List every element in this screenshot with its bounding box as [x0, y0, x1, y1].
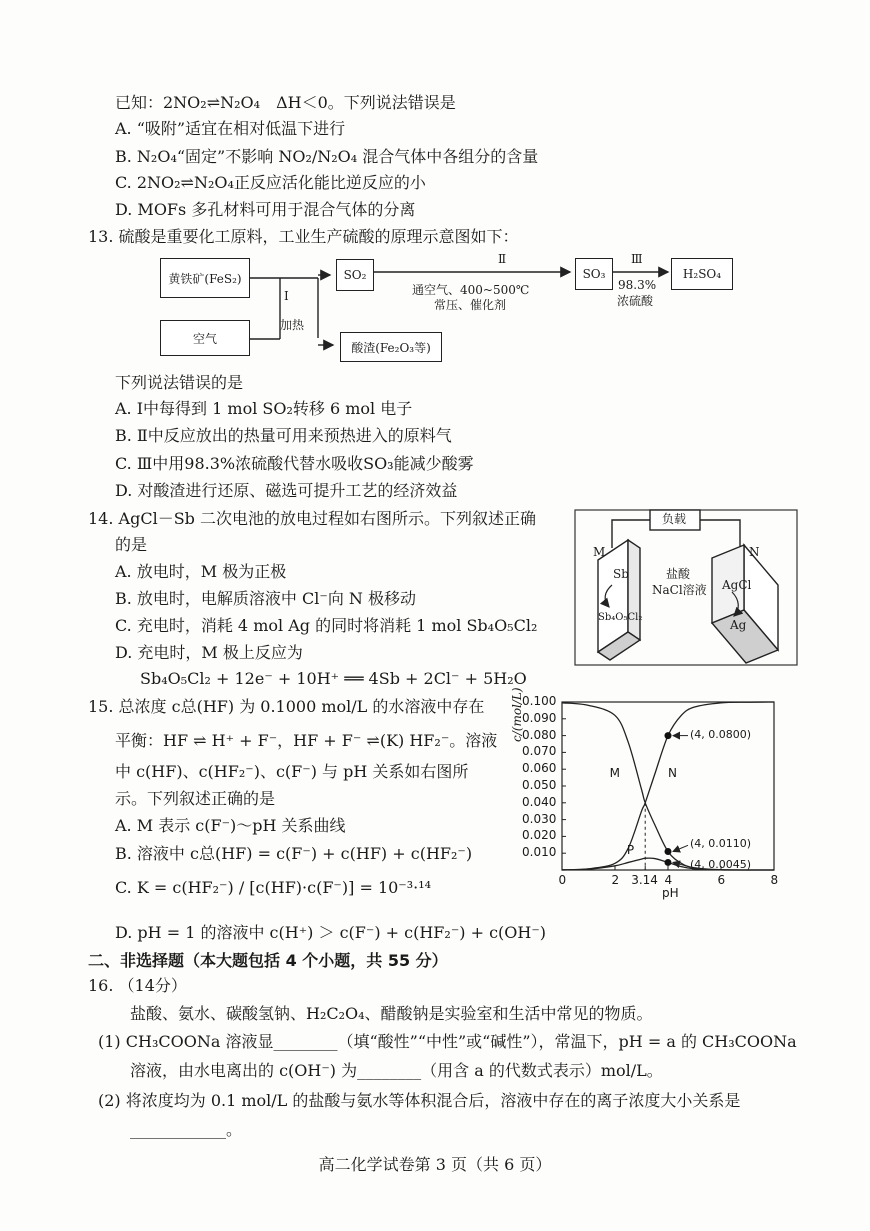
electrolyte-label-1: 盐酸: [666, 567, 691, 581]
section-2-heading: 二、非选择题（本大题包括 4 个小题，共 55 分）: [88, 951, 448, 970]
q16-part-2-line-1: (2) 将浓度均为 0.1 mol/L 的盐酸与氨水等体积混合后，溶液中存在的离子浓度大小关系是: [98, 1091, 741, 1110]
x-tick-label: 6: [717, 873, 726, 887]
q16-part-2-line-2: ____________。: [130, 1120, 243, 1139]
air-box: 空气: [160, 320, 250, 356]
series-label-N: N: [668, 766, 677, 781]
x-tick-label: 4: [664, 873, 673, 887]
y-tick-label: 0.090: [522, 710, 557, 725]
chart-y-axis-label: c/(mol/L): [510, 687, 524, 742]
page-footer: 高二化学试卷第 3 页（共 6 页）: [318, 1155, 552, 1174]
annotation-label: (4, 0.0045): [690, 858, 752, 872]
q14-option-d: D. 充电时，M 极上反应为: [115, 643, 303, 662]
sb4o5cl2-label: Sb₄O₅Cl₂: [598, 612, 643, 623]
x-tick-label: 0: [558, 873, 567, 887]
q16-heading: 16. （14分）: [88, 976, 187, 995]
electrode-n-label: N: [749, 545, 760, 559]
q12-option-a: A. “吸附”适宜在相对低温下进行: [115, 119, 346, 138]
q16-part-1-line-2: 溶液，由水电离出的 c(OH⁻) 为________（用含 a 的代数式表示）mol/L。: [130, 1061, 663, 1080]
series-label-P: P: [626, 843, 635, 858]
q12-option-c: C. 2NO₂⇌N₂O₄正反应活化能比逆反应的小: [115, 173, 426, 192]
h2so4-box: H₂SO₄: [671, 258, 733, 290]
y-tick-label: 0.020: [522, 828, 557, 843]
electrode-m-label: M: [593, 545, 606, 559]
q15-stem-line-3: 中 c(HF)、c(HF₂⁻)、c(F⁻) 与 pH 关系如右图所: [115, 762, 469, 781]
q15-option-c: C. K = c(HF₂⁻) / [c(HF)·c(F⁻)] = 10⁻³·¹⁴: [115, 878, 432, 897]
q12-stem: 已知：2NO₂⇌N₂O₄ ΔH＜0。下列说法错误是: [115, 93, 456, 112]
step-1-condition: 加热: [280, 318, 305, 332]
q15-stem-line-1: 15. 总浓度 c总(HF) 为 0.1000 mol/L 的水溶液中存在: [88, 697, 485, 716]
ag-label: Ag: [730, 618, 747, 632]
q13-option-c: C. Ⅲ中用98.3%浓硫酸代替水吸收SO₃能减少酸雾: [115, 454, 474, 473]
x-tick-label: 8: [770, 873, 779, 887]
annotation-point: [665, 732, 672, 739]
load-label: 负载: [662, 512, 687, 526]
q14-option-c: C. 充电时，消耗 4 mol Ag 的同时将消耗 1 mol Sb₄O₅Cl₂: [115, 616, 538, 635]
q14-stem-line-2: 的是: [115, 535, 148, 554]
annotation-arrow: [673, 845, 688, 851]
pyrite-box: 黄铁矿(FeS₂): [160, 258, 250, 298]
step-3-label: Ⅲ: [631, 252, 643, 266]
chart-x-axis-label: pH: [662, 886, 679, 900]
q14-stem-line-1: 14. AgCl－Sb 二次电池的放电过程如右图所示。下列叙述正确: [88, 509, 536, 528]
agcl-label: AgCl: [722, 578, 752, 592]
y-tick-label: 0.050: [522, 778, 557, 792]
q12-option-d: D. MOFs 多孔材料可用于混合气体的分离: [115, 200, 416, 219]
electrolyte-label-2: NaCl溶液: [652, 583, 707, 597]
series-label-M: M: [609, 766, 620, 781]
annotation-label: (4, 0.0110): [690, 837, 752, 851]
q13-stem: 13. 硫酸是重要化工原料，工业生产硫酸的原理示意图如下：: [88, 227, 519, 246]
q16-intro: 盐酸、氨水、碳酸氢钠、H₂C₂O₄、醋酸钠是实验室和生活中常见的物质。: [130, 1004, 653, 1023]
q15-option-d: D. pH = 1 的溶液中 c(H⁺) ＞ c(F⁻) + c(HF₂⁻) + c(OH⁻): [115, 923, 547, 942]
step-3-condition-2: 浓硫酸: [617, 294, 654, 308]
q15-option-a: A. M 表示 c(F⁻)～pH 关系曲线: [115, 816, 346, 835]
y-tick-label: 0.030: [522, 811, 557, 826]
step-3-condition-1: 98.3%: [618, 278, 657, 292]
y-tick-label: 0.100: [522, 694, 557, 708]
step-2-label: Ⅱ: [498, 252, 507, 266]
q12-option-b: B. N₂O₄“固定”不影响 NO₂/N₂O₄ 混合气体中各组分的含量: [115, 147, 539, 166]
q13-option-b: B. Ⅱ中反应放出的热量可用来预热进入的原料气: [115, 426, 452, 445]
so3-box: SO₃: [575, 258, 613, 290]
q14-option-b: B. 放电时，电解质溶液中 Cl⁻向 N 极移动: [115, 589, 416, 608]
slag-box: 酸渣(Fe₂O₃等): [340, 332, 442, 362]
q13-option-a: A. Ⅰ中每得到 1 mol SO₂转移 6 mol 电子: [115, 399, 413, 418]
q16-part-1-line-1: (1) CH₃COONa 溶液显________（填“酸性”“中性”或“碱性”），常温下，pH = a 的 CH₃COONa: [98, 1032, 797, 1051]
step-2-condition-1: 通空气、400~500℃: [412, 283, 530, 297]
q15-stem-line-4: 示。下列叙述正确的是: [115, 789, 276, 808]
annotation-point: [665, 859, 672, 866]
y-tick-label: 0.070: [522, 744, 557, 759]
y-tick-label: 0.040: [522, 794, 557, 809]
x-tick-label: 3.14: [631, 873, 658, 887]
q15-option-b: B. 溶液中 c总(HF) = c(F⁻) + c(HF) + c(HF₂⁻): [115, 844, 473, 863]
annotation-label: (4, 0.0800): [690, 727, 752, 741]
q15-stem-line-2: 平衡：HF ⇌ H⁺ + F⁻，HF + F⁻ ⇌(K) HF₂⁻。溶液: [115, 731, 498, 750]
y-tick-label: 0.010: [522, 845, 557, 860]
annotation-point: [665, 848, 672, 855]
x-tick-label: 2: [611, 873, 620, 887]
y-tick-label: 0.060: [522, 761, 557, 776]
so2-box: SO₂: [336, 259, 374, 291]
q14-option-a: A. 放电时，M 极为正极: [115, 562, 287, 581]
step-2-condition-2: 常压、催化剂: [434, 298, 507, 312]
q13-option-d: D. 对酸渣进行还原、磁选可提升工艺的经济效益: [115, 481, 458, 500]
y-tick-label: 0.080: [522, 727, 557, 742]
q14-equation: Sb₄O₅Cl₂ + 12e⁻ + 10H⁺ ══ 4Sb + 2Cl⁻ + 5H₂O: [140, 669, 527, 688]
sb-label: Sb: [613, 567, 629, 581]
step-1-label: Ⅰ: [284, 289, 289, 303]
q13-prompt: 下列说法错误的是: [115, 373, 244, 392]
